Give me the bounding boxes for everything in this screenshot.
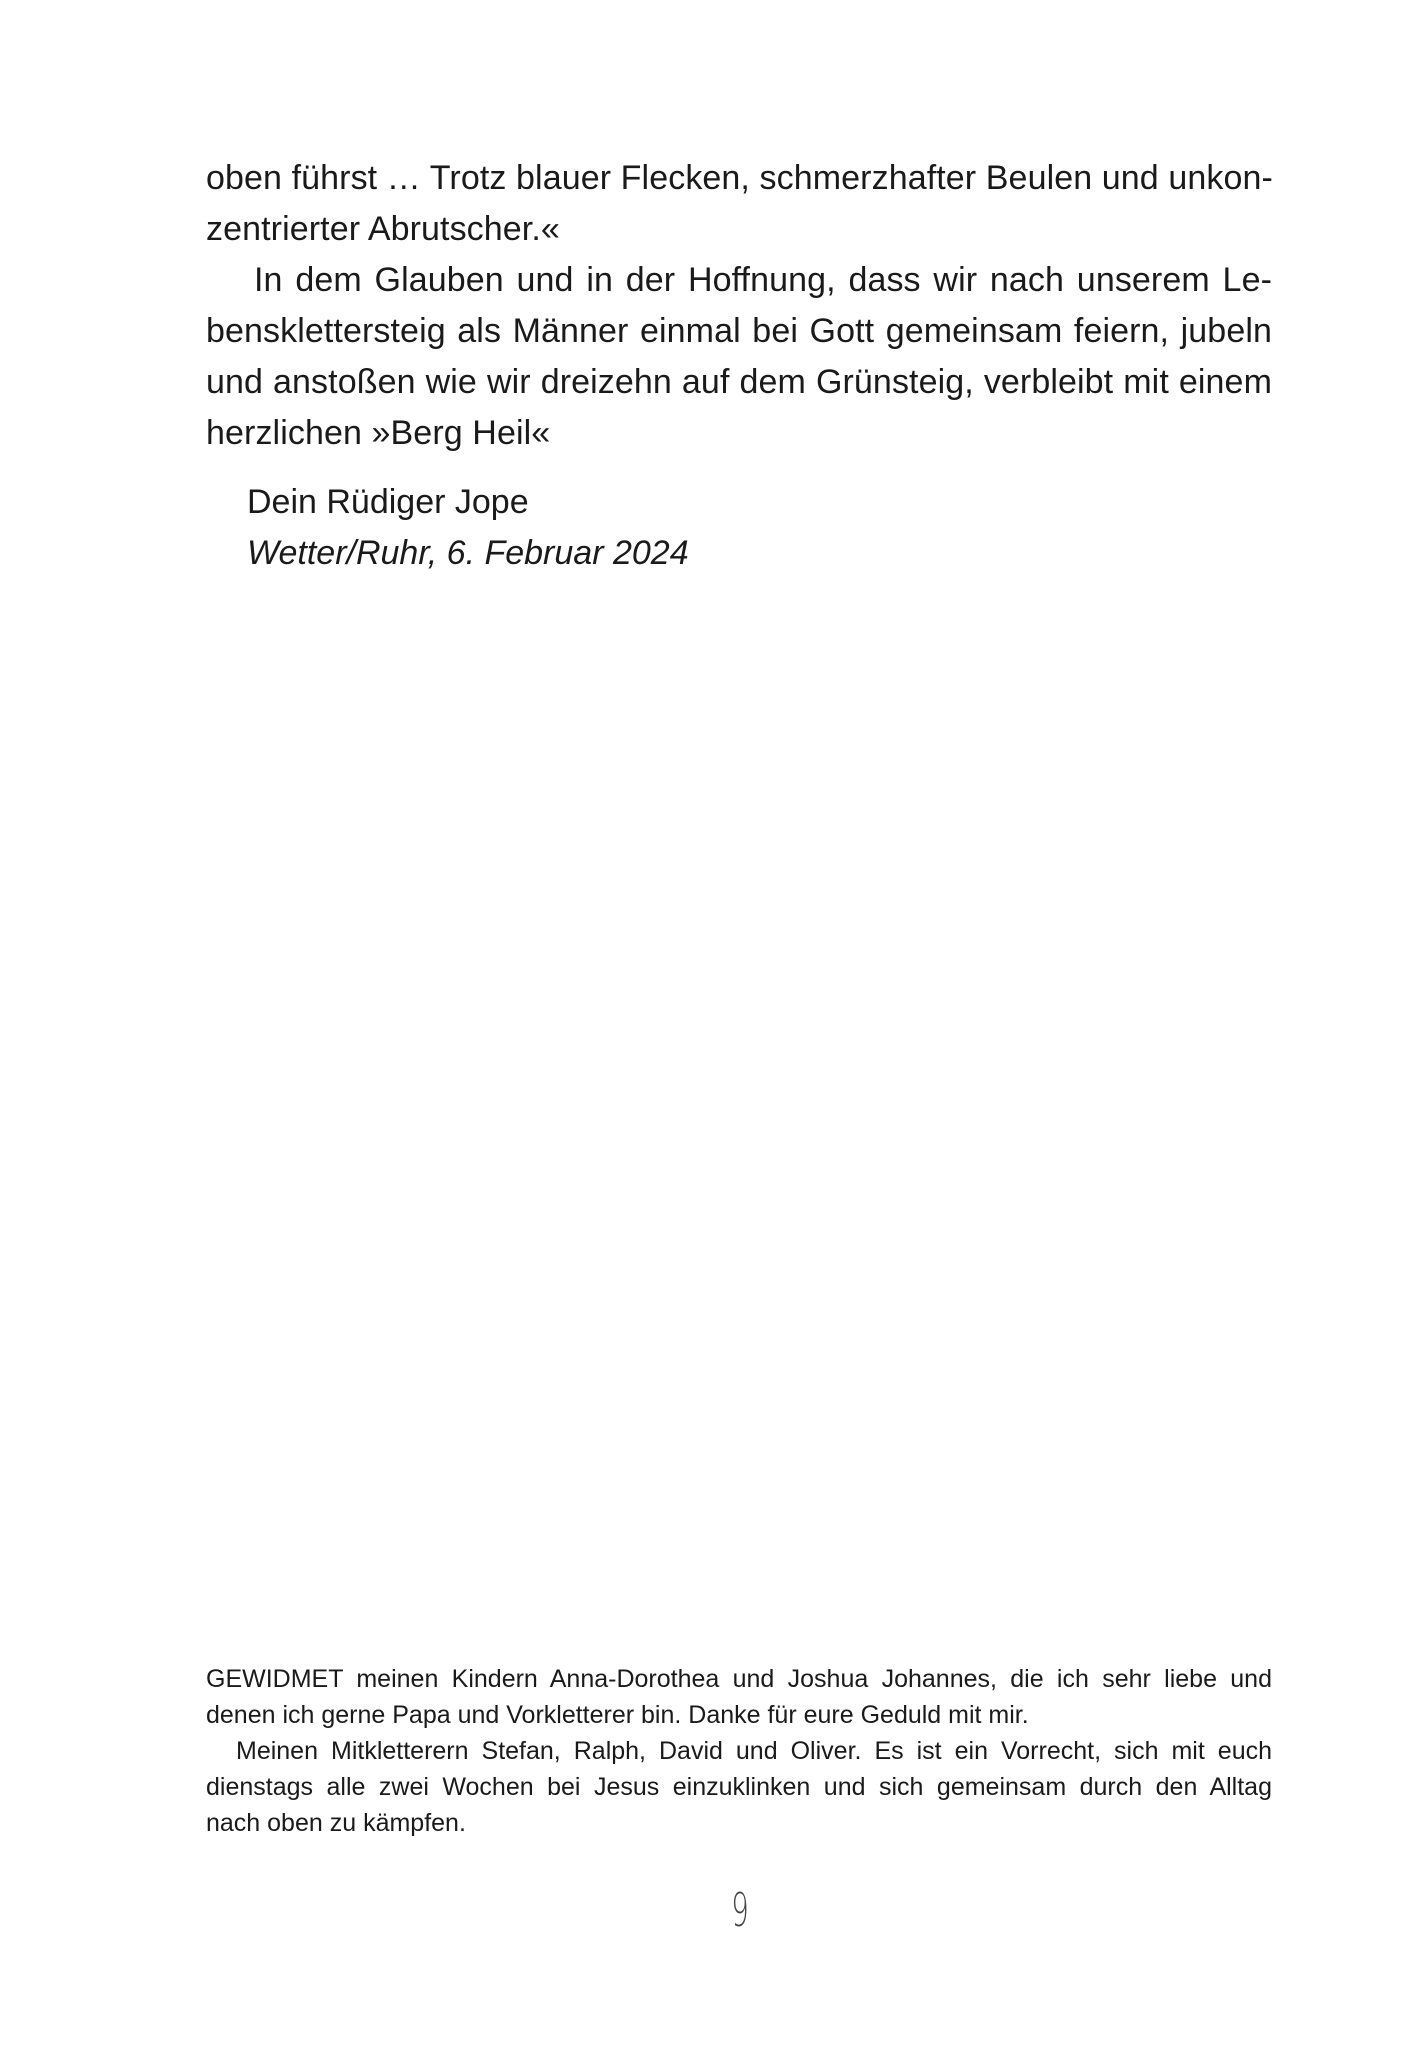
body-text-line: zentrierter Abrutscher.« xyxy=(206,210,560,248)
dedication xyxy=(206,1661,1272,1841)
signature-place-date: Wetter/Ruhr, 6. Februar 2024 xyxy=(247,534,689,572)
dedication-line: Meinen Mitkletterern Stefan, Ralph, David und Oliver. Es ist ein Vorrecht, sich mit euch xyxy=(236,1737,1272,1765)
body-text-line: bensklettersteig als Männer einmal bei Gott gemeinsam feiern, jubeln xyxy=(206,312,1272,350)
body-text xyxy=(206,153,1272,459)
body-text-line: und anstoßen wie wir dreizehn auf dem Grünsteig, verbleibt mit einem xyxy=(206,363,1272,401)
body-text-line: In dem Glauben und in der Hoffnung, dass wir nach unserem Le- xyxy=(254,261,1272,299)
dedication-line: GEWIDMET meinen Kindern Anna-Dorothea und Joshua Johannes, die ich sehr liebe und xyxy=(206,1665,1272,1693)
dedication-line: nach oben zu kämpfen. xyxy=(206,1809,466,1837)
body-text-line: oben führst … Trotz blauer Flecken, schmerzhafter Beulen und unkon- xyxy=(206,159,1273,197)
dedication-line: denen ich gerne Papa und Vorkletterer bin. Danke für eure Geduld mit mir. xyxy=(206,1701,1029,1729)
page-number: 9 xyxy=(731,1883,749,1937)
dedication-line: dienstags alle zwei Wochen bei Jesus einzuklinken und sich gemeinsam durch den Alltag xyxy=(206,1773,1272,1801)
body-text-line: herzlichen »Berg Heil« xyxy=(206,414,551,452)
signature-name: Dein Rüdiger Jope xyxy=(247,483,529,521)
signature-block xyxy=(247,477,689,579)
